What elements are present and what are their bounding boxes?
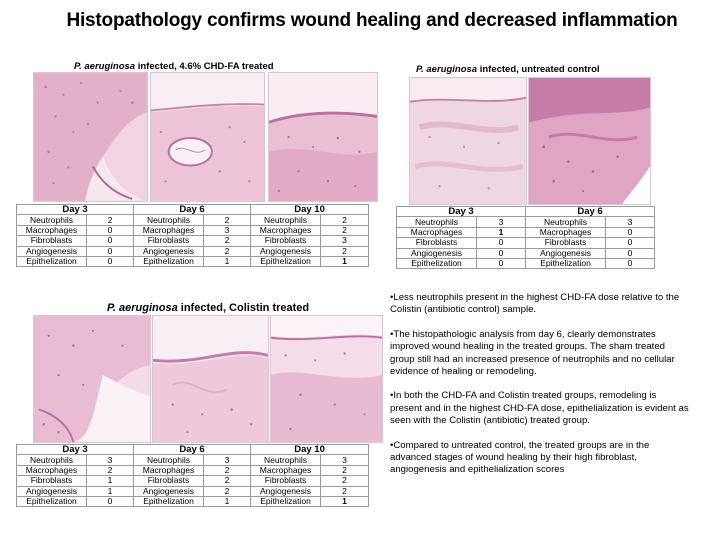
table-row — [397, 217, 655, 227]
table-row — [397, 238, 655, 248]
untreated-scores-table — [396, 206, 655, 269]
colistin-row3-score-d3: 1 — [87, 476, 134, 486]
colistin-day10-header: Day 10 — [251, 445, 369, 455]
colistin-row1-label-d10: Neutrophils — [251, 455, 321, 465]
colistin-row1-label-d6: Neutrophils — [134, 455, 204, 465]
colistin-row3-score-d10: 2 — [321, 476, 369, 486]
untreated-row2-score-d3: 1 — [477, 227, 526, 237]
chd-panel-caption — [74, 61, 274, 72]
untreated-row4-score-d3: 0 — [477, 248, 526, 258]
untreated-caption-text: infected, untreated control — [477, 64, 600, 75]
bullet-item-1: •Less neutrophils present in the highest CHD-FA dose relative to the Colistin (antibiotic control) sample. — [390, 292, 680, 316]
colistin-row4-label-d10: Angiogenesis — [251, 486, 321, 496]
colistin-day6-header: Day 6 — [134, 445, 251, 455]
colistin-row5-score-d3: 0 — [87, 496, 134, 506]
chd-row1-label-d6: Neutrophils — [134, 215, 204, 225]
untreated-row5-score-d6: 0 — [606, 258, 655, 268]
chd-row4-score-d3: 0 — [87, 246, 134, 256]
table-row — [397, 258, 655, 268]
colistin-row4-score-d6: 2 — [204, 486, 251, 496]
colistin-caption-text: infected, Colistin treated — [177, 302, 310, 314]
chd-day3-header: Day 3 — [17, 205, 134, 215]
colistin-row5-label-d6: Epithelization — [134, 496, 204, 506]
table-row — [17, 256, 369, 266]
chd-row2-label-d3: Macrophages — [17, 225, 87, 235]
untreated-row3-label-d6: Fibroblasts — [526, 238, 606, 248]
untreated-row1-score-d3: 3 — [477, 217, 526, 227]
chd-row5-label-d3: Epithelization — [17, 256, 87, 266]
untreated-caption-species: P. aeruginosa — [416, 64, 478, 75]
chd-row1-label-d3: Neutrophils — [17, 215, 87, 225]
table-row — [17, 215, 369, 225]
chd-row5-score-d6: 1 — [204, 256, 251, 266]
chd-row3-score-d3: 0 — [87, 236, 134, 246]
bullet-item-2: •The histopathologic analysis from day 6, clearly demonstrates improved wound healing in the treated groups. The sham treated group still had an increased presence of neutrophils and no cellular evidence of healing or remodeling. — [390, 328, 675, 378]
colistin-row4-label-d3: Angiogenesis — [17, 486, 87, 496]
chd-row1-label-d10: Neutrophils — [251, 215, 321, 225]
chd-row3-label-d3: Fibroblasts — [17, 236, 87, 246]
colistin-row1-score-d6: 3 — [204, 455, 251, 465]
colistin-row1-score-d10: 3 — [321, 455, 369, 465]
colistin-row1-label-d3: Neutrophils — [17, 455, 87, 465]
colistin-day6-histology-image — [152, 315, 269, 443]
colistin-row5-score-d10: 1 — [321, 496, 369, 506]
chd-scores-table — [16, 204, 369, 267]
untreated-row5-label-d3: Epithelization — [397, 258, 477, 268]
colistin-day3-header: Day 3 — [17, 445, 134, 455]
table-row — [397, 227, 655, 237]
colistin-scores-table — [16, 444, 369, 507]
colistin-row2-label-d3: Macrophages — [17, 465, 87, 475]
chd-row2-score-d3: 0 — [87, 225, 134, 235]
chd-day3-histology-image — [33, 72, 148, 202]
colistin-row5-label-d3: Epithelization — [17, 496, 87, 506]
table-row — [17, 496, 369, 506]
untreated-row5-label-d6: Epithelization — [526, 258, 606, 268]
chd-day6-histology-image — [150, 72, 265, 202]
table-row — [17, 476, 369, 486]
table-row — [17, 246, 369, 256]
untreated-day6-header: Day 6 — [526, 207, 655, 217]
table-row — [17, 225, 369, 235]
bullet-item-4: •Compared to untreated control, the treated groups are in the advanced stages of wound healing by their high fibroblast, angiogenesis and epithelialization scores — [390, 439, 650, 476]
untreated-panel-caption — [416, 64, 600, 75]
untreated-row2-score-d6: 0 — [606, 227, 655, 237]
chd-row4-score-d10: 2 — [321, 246, 369, 256]
untreated-row2-label-d3: Macrophages — [397, 227, 477, 237]
chd-row2-label-d6: Macrophages — [134, 225, 204, 235]
colistin-day10-histology-image — [270, 315, 383, 443]
colistin-row2-score-d10: 2 — [321, 465, 369, 475]
colistin-row2-score-d6: 2 — [204, 465, 251, 475]
colistin-row2-label-d10: Macrophages — [251, 465, 321, 475]
chd-row5-label-d10: Epithelization — [251, 256, 321, 266]
untreated-row1-label-d6: Neutrophils — [526, 217, 606, 227]
colistin-caption-species: P. aeruginosa — [107, 302, 178, 314]
chd-row3-score-d6: 2 — [204, 236, 251, 246]
untreated-row4-label-d6: Angiogenesis — [526, 248, 606, 258]
colistin-row3-score-d6: 2 — [204, 476, 251, 486]
findings-bullet-list — [390, 292, 690, 489]
chd-row2-score-d10: 2 — [321, 225, 369, 235]
colistin-row5-score-d6: 1 — [204, 496, 251, 506]
chd-day10-histology-image — [268, 72, 378, 202]
table-row — [17, 465, 369, 475]
colistin-row1-score-d3: 3 — [87, 455, 134, 465]
untreated-row5-score-d3: 0 — [477, 258, 526, 268]
chd-row5-label-d6: Epithelization — [134, 256, 204, 266]
chd-day10-header: Day 10 — [251, 205, 369, 215]
chd-row1-score-d10: 2 — [321, 215, 369, 225]
untreated-day3-histology-image — [409, 77, 527, 205]
table-row — [17, 486, 369, 496]
colistin-day3-histology-image — [33, 315, 151, 443]
untreated-day3-header: Day 3 — [397, 207, 526, 217]
colistin-row4-score-d3: 1 — [87, 486, 134, 496]
chd-row4-label-d3: Angiogenesis — [17, 246, 87, 256]
chd-row1-score-d3: 2 — [87, 215, 134, 225]
colistin-panel-caption — [107, 302, 309, 314]
chd-row1-score-d6: 2 — [204, 215, 251, 225]
chd-row5-score-d3: 0 — [87, 256, 134, 266]
colistin-row5-label-d10: Epithelization — [251, 496, 321, 506]
colistin-row3-label-d10: Fibroblasts — [251, 476, 321, 486]
table-row — [397, 248, 655, 258]
chd-day6-header: Day 6 — [134, 205, 251, 215]
slide-title: Histopathology confirms wound healing and decreased inflammation — [66, 10, 678, 31]
table-row — [17, 455, 369, 465]
chd-row4-score-d6: 2 — [204, 246, 251, 256]
untreated-row2-label-d6: Macrophages — [526, 227, 606, 237]
untreated-row3-score-d6: 0 — [606, 238, 655, 248]
chd-row2-score-d6: 3 — [204, 225, 251, 235]
colistin-row2-label-d6: Macrophages — [134, 465, 204, 475]
colistin-row4-label-d6: Angiogenesis — [134, 486, 204, 496]
untreated-day6-histology-image — [528, 77, 651, 205]
colistin-row3-label-d3: Fibroblasts — [17, 476, 87, 486]
table-row — [17, 236, 369, 246]
chd-row3-label-d10: Fibroblasts — [251, 236, 321, 246]
chd-row5-score-d10: 1 — [321, 256, 369, 266]
untreated-row3-label-d3: Fibroblasts — [397, 238, 477, 248]
colistin-row2-score-d3: 2 — [87, 465, 134, 475]
untreated-row3-score-d3: 0 — [477, 238, 526, 248]
chd-caption-species: P. aeruginosa — [74, 61, 136, 72]
colistin-row4-score-d10: 2 — [321, 486, 369, 496]
chd-row3-label-d6: Fibroblasts — [134, 236, 204, 246]
untreated-row4-label-d3: Angiogenesis — [397, 248, 477, 258]
bullet-item-3: •In both the CHD-FA and Colistin treated groups, remodeling is present and in the highest CHD-FA dose, epithelialization is evident as seen with the Colistin (antibiotic) treated group. — [390, 390, 689, 427]
chd-caption-text: infected, 4.6% CHD-FA treated — [135, 61, 274, 72]
chd-row4-label-d6: Angiogenesis — [134, 246, 204, 256]
chd-row3-score-d10: 3 — [321, 236, 369, 246]
untreated-row4-score-d6: 0 — [606, 248, 655, 258]
untreated-row1-score-d6: 3 — [606, 217, 655, 227]
colistin-row3-label-d6: Fibroblasts — [134, 476, 204, 486]
untreated-row1-label-d3: Neutrophils — [397, 217, 477, 227]
chd-row4-label-d10: Angiogenesis — [251, 246, 321, 256]
chd-row2-label-d10: Macrophages — [251, 225, 321, 235]
